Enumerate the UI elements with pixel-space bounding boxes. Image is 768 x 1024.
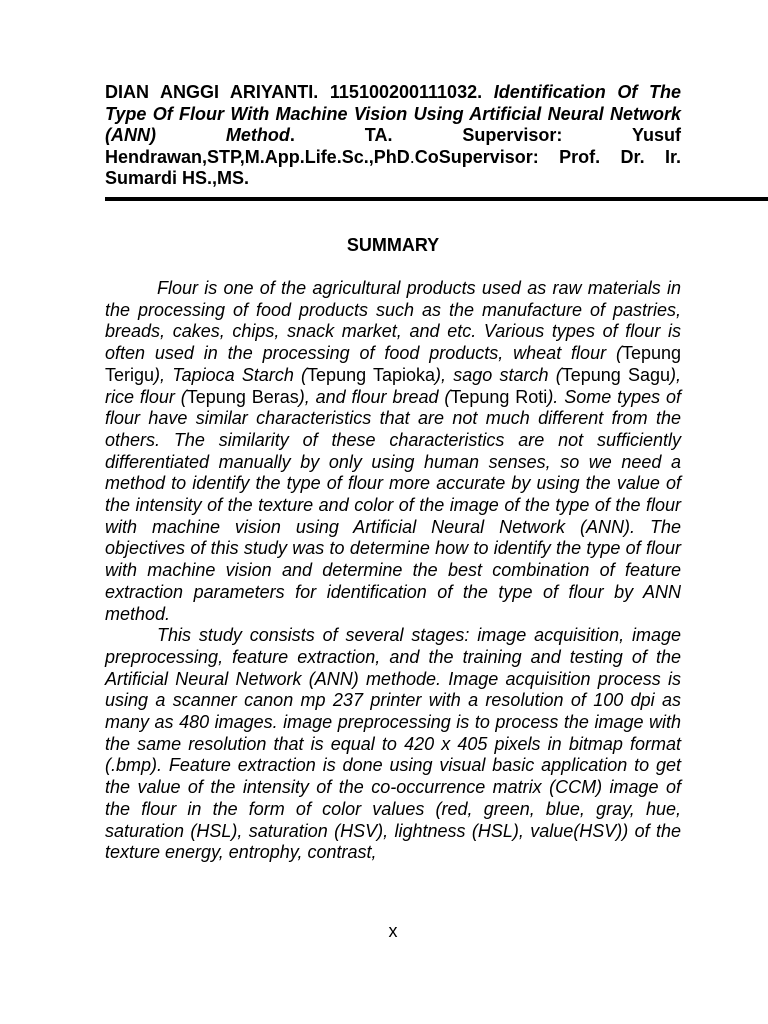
separator-dot: .	[409, 146, 415, 167]
p1-term-1: Tepung Terigu	[105, 343, 681, 385]
summary-paragraph-1	[105, 278, 681, 625]
p1-term-2: Tepung Tapioka	[307, 364, 436, 385]
thesis-header	[105, 82, 681, 190]
title-period: .	[289, 125, 295, 145]
summary-paragraph-2: This study consists of several stages: image acquisition, image preprocessing, feature extraction, and the training and testing of the Artificial Neural Network (ANN) methode. Image acquisition process is using a scanner canon mp 237 printer with a resolution of 100 dpi as many as 480 images. image preprocessing is to process the image with the same resolution that is equal to 420 x 405 pixels in bitmap format (.bmp). Feature extraction is done using visual basic application to get the value of the intensity of the co-occurrence matrix (CCM) image of the flour in the form of color values (red, green, blue, gray, hue, saturation (HSL), saturation (HSV), lightness (HSL), value(HSV)) of the texture energy, entrophy, contrast,	[105, 625, 681, 863]
p1-text-6: ). Some types of flour have similar characteristics that are not much different from the others. The similarity of these characteristics are not sufficiently differentiated manually by only using human senses, so we need a method to identify the type of flour more accurate by using the value of the intensity of the texture and color of the image of the type of the flour with machine vision using Artificial Neural Network (ANN). The objectives of this study was to determine how to identify the type of flour with machine vision and determine the best combination of feature extraction parameters for identification of the type of flour by ANN method.	[105, 386, 682, 624]
supervisor-line: TA. Supervisor: Yusuf Hendrawan,STP,M.App.Life.Sc.,PhD	[105, 125, 681, 167]
cosupervisor-line: CoSupervisor: Prof. Dr. Ir. Sumardi HS.,MS.	[105, 146, 681, 188]
p1-text-3: ), sago starch (	[435, 364, 562, 385]
thesis-title: Identification Of The Type Of Flour With Machine Vision Using Artificial Neural Network (ANN) Method	[105, 82, 681, 145]
page-number: x	[388, 921, 398, 941]
summary-heading: SUMMARY	[346, 235, 440, 255]
p1-term-5: Tepung Roti	[450, 386, 548, 407]
author-and-student-id: DIAN ANGGI ARIYANTI. 115100200111032.	[105, 82, 483, 102]
p1-term-3: Tepung Sagu	[561, 364, 670, 385]
summary-body	[105, 278, 681, 864]
p1-text-1: Flour is one of the agricultural products used as raw materials in the processing of food products such as the manufacture of pastries, breads, cakes, chips, snack market, and etc. Various types of flour is often used in the processing of food products, wheat flour (	[105, 278, 681, 364]
p1-term-4: Tepung Beras	[186, 386, 299, 407]
p1-text-4: ), rice flour (	[105, 364, 681, 407]
p1-text-2: ), Tapioca Starch (	[154, 364, 308, 385]
header-divider-rule	[105, 197, 768, 201]
p1-text-5: ), and flour bread (	[298, 386, 451, 407]
